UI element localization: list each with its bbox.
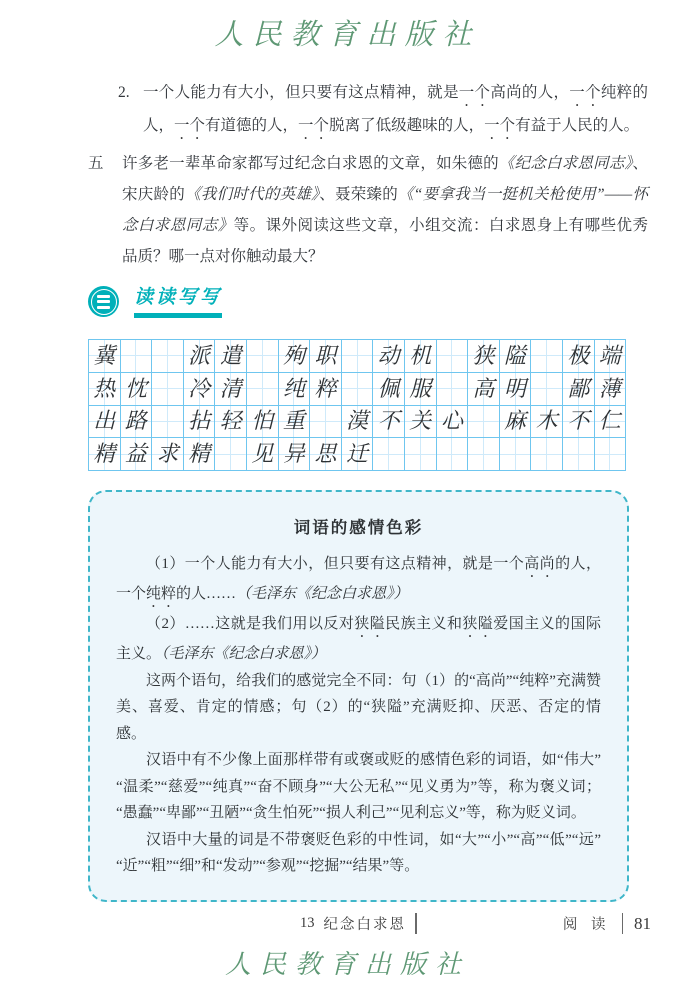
exercise-text bbox=[143, 84, 648, 134]
grid-cell-char: 鄙 bbox=[562, 372, 594, 405]
box-paragraph bbox=[116, 827, 601, 880]
grid-cell-empty bbox=[436, 437, 468, 470]
grid-cell-char: 清 bbox=[214, 372, 246, 405]
box-paragraph bbox=[116, 747, 601, 827]
grid-cell-char: 见 bbox=[246, 437, 278, 470]
grid-cell-char: 怕 bbox=[246, 405, 278, 438]
grid-cell-char: 高 bbox=[467, 372, 499, 405]
publisher-logo-top: 人民教育出版社 bbox=[214, 19, 481, 51]
grid-cell-empty bbox=[246, 372, 278, 405]
grid-cell-char: 求 bbox=[151, 437, 183, 470]
grid-cell-char: 漠 bbox=[341, 405, 373, 438]
grid-cell-char: 轻 bbox=[214, 405, 246, 438]
text-segment: 一个 bbox=[569, 84, 601, 101]
text-segment: 这两个语句，给我们的感觉完全不同：句（1）的“高尚”“纯粹”充满赞美、喜爱、肯定的情感；句（2）的“狭隘”充满贬抑、厌恶、否定的情感。 bbox=[116, 672, 601, 742]
exercise-number: 五 bbox=[88, 155, 104, 172]
lesson-title: 纪念白求恩 bbox=[323, 917, 406, 933]
text-segment: 许多老一辈革命家都写过纪念白求恩的文章，如朱德的 bbox=[122, 155, 499, 172]
text-segment: 《我们时代的英雄》 bbox=[185, 186, 320, 203]
text-segment: 有道德的人， bbox=[205, 117, 299, 134]
grid-cell-char: 益 bbox=[120, 437, 152, 470]
grid-cell-char: 迁 bbox=[341, 437, 373, 470]
lesson-number: 13 bbox=[300, 915, 315, 931]
grid-cell-empty bbox=[151, 339, 183, 372]
grid-cell-char: 拈 bbox=[183, 405, 215, 438]
grid-cell-empty bbox=[404, 437, 436, 470]
exercise-text bbox=[122, 155, 648, 265]
grid-cell-char: 隘 bbox=[499, 339, 531, 372]
footer-section-info bbox=[563, 913, 651, 934]
grid-cell-char: 遣 bbox=[214, 339, 246, 372]
grid-cell-empty bbox=[341, 372, 373, 405]
grid-cell-empty bbox=[341, 339, 373, 372]
text-segment: 高尚的人， bbox=[490, 84, 570, 101]
grid-cell-empty bbox=[530, 372, 562, 405]
grid-cell-char: 粹 bbox=[309, 372, 341, 405]
grid-cell-char: 仁 bbox=[594, 405, 626, 438]
box-title: 词语的感情色彩 bbox=[293, 518, 424, 538]
exercise-number: 2. bbox=[118, 84, 130, 101]
grid-cell-char: 端 bbox=[594, 339, 626, 372]
text-segment: 《纪念白求恩同志》 bbox=[498, 155, 633, 172]
grid-cell-char: 不 bbox=[562, 405, 594, 438]
grid-cell-char: 麻 bbox=[499, 405, 531, 438]
list-circle-icon bbox=[88, 286, 119, 317]
section-title-underline bbox=[134, 313, 222, 318]
grid-cell-char: 薄 bbox=[594, 372, 626, 405]
text-segment: 狭隘 bbox=[354, 616, 386, 633]
grid-cell-empty bbox=[436, 339, 468, 372]
page-content bbox=[88, 77, 648, 902]
grid-cell-char: 派 bbox=[183, 339, 215, 372]
publisher-logo-bottom: 人民教育出版社 bbox=[224, 950, 470, 979]
grid-cell-empty bbox=[214, 437, 246, 470]
text-segment: 汉语中大量的词是不带褒贬色彩的中性词，如“大”“小”“高”“低”“远”“近”“粗”“细”和“发动”“参观”“挖掘”“结果”等。 bbox=[116, 831, 601, 875]
text-segment: 一个人能力有大小，但只要有这点精神，就是 bbox=[143, 84, 459, 101]
grid-cell-char: 木 bbox=[530, 405, 562, 438]
grid-cell-char: 热 bbox=[88, 372, 120, 405]
text-segment: 一个 bbox=[484, 117, 516, 134]
grid-cell-empty bbox=[372, 437, 404, 470]
grid-cell-char: 思 bbox=[309, 437, 341, 470]
text-segment: 纯粹 bbox=[146, 586, 177, 603]
grid-cell-char: 明 bbox=[499, 372, 531, 405]
grid-cell-empty bbox=[562, 437, 594, 470]
grid-cell-char: 异 bbox=[278, 437, 310, 470]
icon-bar bbox=[97, 306, 110, 309]
section-title-wrap bbox=[134, 286, 222, 318]
icon-bar bbox=[97, 300, 110, 303]
text-segment: 脱离了低级趣味的人， bbox=[329, 117, 485, 134]
grid-cell-char: 不 bbox=[372, 405, 404, 438]
text-segment: 、宋庆龄的 bbox=[122, 155, 648, 203]
text-segment: 一个 bbox=[298, 117, 330, 134]
text-segment: 、聂荣臻的 bbox=[319, 186, 398, 203]
grid-cell-char: 出 bbox=[88, 405, 120, 438]
icon-bar bbox=[97, 295, 110, 298]
box-paragraph bbox=[116, 668, 601, 748]
grid-cell-char: 精 bbox=[88, 437, 120, 470]
box-paragraph bbox=[116, 551, 601, 611]
text-segment: 狭隘 bbox=[462, 616, 494, 633]
grid-cell-empty bbox=[436, 372, 468, 405]
grid-cell-char: 殉 bbox=[278, 339, 310, 372]
text-segment: （1）一个人能力有大小，但只要有这点精神，就是一个 bbox=[146, 556, 525, 573]
text-segment: 《“要拿我当一挺机关枪使用”——怀念白求恩同志》 bbox=[122, 186, 648, 234]
text-segment: 纯粹的人， bbox=[143, 84, 648, 134]
read-write-section-header bbox=[88, 286, 648, 318]
text-segment: 民族主义和 bbox=[385, 616, 463, 633]
exercise-item-5 bbox=[88, 148, 648, 272]
text-segment: （2）……这就是我们用以反对 bbox=[146, 616, 355, 633]
text-segment: 一个 bbox=[458, 84, 491, 101]
text-segment: 有益于人民的人。 bbox=[515, 117, 640, 134]
grid-cell-char: 重 bbox=[278, 405, 310, 438]
writing-practice-grid bbox=[88, 339, 626, 471]
grid-cell-char: 忱 bbox=[120, 372, 152, 405]
box-paragraph bbox=[116, 611, 601, 668]
grid-cell-char: 冷 bbox=[183, 372, 215, 405]
grid-cell-char: 关 bbox=[404, 405, 436, 438]
text-segment: 的人，一个 bbox=[116, 556, 601, 603]
grid-cell-char: 极 bbox=[562, 339, 594, 372]
grid-cell-empty bbox=[530, 339, 562, 372]
grid-cell-empty bbox=[530, 437, 562, 470]
text-segment: （毛泽东《纪念白求恩》） bbox=[161, 646, 327, 663]
grid-cell-char: 服 bbox=[404, 372, 436, 405]
grid-cell-empty bbox=[151, 405, 183, 438]
text-segment: 汉语中有不少像上面那样带有或褒或贬的感情色彩的词语，如“伟大”“温柔”“慈爱”“纯真”“奋不顾身”“大公无私”“见义勇为”等，称为褒义词；“愚蠢”“卑鄙”“丑陋”“贪生怕死”“损人利己”“见利忘义”等，称为贬义词。 bbox=[116, 752, 601, 822]
text-segment: 爱国主义的国际主义。 bbox=[116, 616, 601, 663]
grid-cell-empty bbox=[467, 405, 499, 438]
grid-cell-empty bbox=[309, 405, 341, 438]
section-title: 读读写写 bbox=[134, 287, 223, 308]
grid-cell-char: 路 bbox=[120, 405, 152, 438]
grid-cell-empty bbox=[151, 372, 183, 405]
grid-cell-char: 职 bbox=[309, 339, 341, 372]
footer-lesson-info bbox=[300, 913, 417, 934]
grid-cell-empty bbox=[467, 437, 499, 470]
footer-divider bbox=[622, 913, 624, 934]
grid-cell-char: 狭 bbox=[467, 339, 499, 372]
text-segment: 一个 bbox=[174, 117, 206, 134]
grid-cell-char: 冀 bbox=[88, 339, 120, 372]
grid-cell-empty bbox=[120, 339, 152, 372]
section-label: 阅 读 bbox=[562, 917, 611, 933]
grid-cell-char: 佩 bbox=[372, 372, 404, 405]
grid-cell-char: 机 bbox=[404, 339, 436, 372]
exercise-item-2 bbox=[88, 77, 648, 143]
grid-cell-empty bbox=[594, 437, 626, 470]
grid-cell-char: 动 bbox=[372, 339, 404, 372]
text-segment: 等。课外阅读这些文章，小组交流：白求恩身上有哪些优秀品质？哪一点对你触动最大？ bbox=[122, 217, 648, 265]
text-segment: 高尚 bbox=[524, 556, 556, 573]
word-connotation-box bbox=[88, 490, 629, 902]
grid-cell-empty bbox=[499, 437, 531, 470]
grid-cell-empty bbox=[246, 339, 278, 372]
grid-cell-char: 精 bbox=[183, 437, 215, 470]
grid-cell-char: 纯 bbox=[278, 372, 310, 405]
text-segment: （毛泽东《纪念白求恩》） bbox=[236, 586, 409, 603]
page-number: 81 bbox=[634, 913, 651, 933]
grid-cell-char: 心 bbox=[436, 405, 468, 438]
text-segment: 的人…… bbox=[176, 586, 237, 603]
footer-divider bbox=[415, 913, 417, 934]
